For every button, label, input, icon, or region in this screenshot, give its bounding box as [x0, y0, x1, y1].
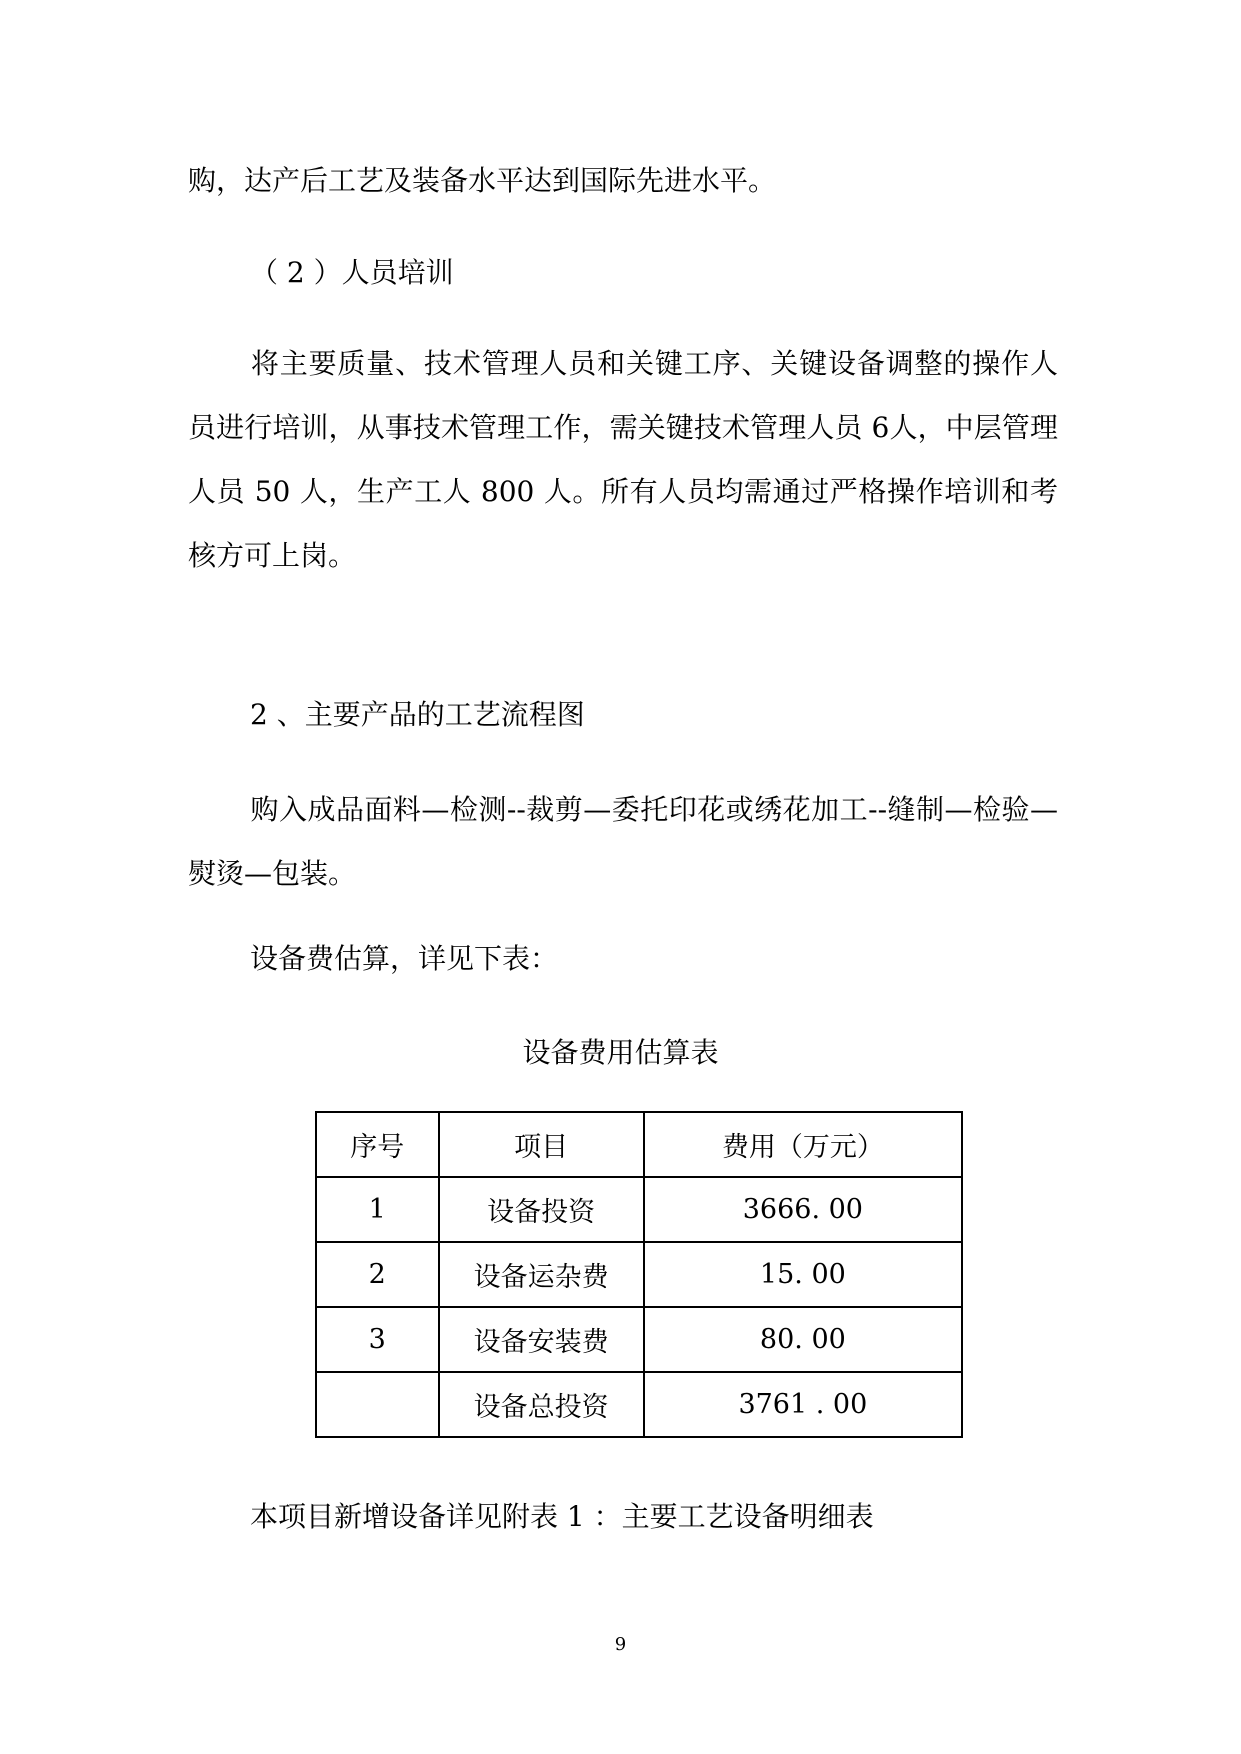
cell-item: 设备总投资 [439, 1372, 644, 1437]
cost-table [315, 1111, 963, 1438]
cell-seq: 2 [316, 1242, 439, 1307]
process-paragraph [188, 778, 1058, 906]
process-paragraph-text: 购入成品面料—检测--裁剪—委托印花或绣花加工--缝制—检验—熨烫—包装。 [188, 793, 1058, 890]
header-cell-seq: 序号 [316, 1112, 439, 1177]
training-paragraph-text: 将主要质量、技术管理人员和关键工序、关键设备调整的操作人员进行培训，从事技术管理工作，需关键技术管理人员 6人，中层管理人员 50 人，生产工人 800 人。所有人员均需通过严格操作培训和考核方可上岗。 [188, 347, 1058, 572]
cell-seq: 3 [316, 1307, 439, 1372]
table-row [316, 1307, 962, 1372]
cell-seq: 1 [316, 1177, 439, 1242]
training-paragraph [188, 332, 1058, 588]
table-row [316, 1242, 962, 1307]
table-total-row [316, 1372, 962, 1437]
cell-cost: 3761 . 00 [644, 1372, 962, 1437]
cell-item: 设备运杂费 [439, 1242, 644, 1307]
cell-cost: 3666. 00 [644, 1177, 962, 1242]
footer-note: 本项目新增设备详见附表 1 ：主要工艺设备明细表 [250, 1500, 874, 1533]
table-header-row [316, 1112, 962, 1177]
cell-cost: 80. 00 [644, 1307, 962, 1372]
continuation-text: 购，达产后工艺及装备水平达到国际先进水平。 [188, 164, 777, 197]
table-row [316, 1177, 962, 1242]
cell-cost: 15. 00 [644, 1242, 962, 1307]
table-intro-text: 设备费估算，详见下表： [250, 942, 559, 975]
header-cell-item: 项目 [439, 1112, 644, 1177]
header-cell-cost: 费用（万元） [644, 1112, 962, 1177]
table-title: 设备费用估算表 [522, 1036, 719, 1069]
cell-item: 设备安装费 [439, 1307, 644, 1372]
page-number: 9 [614, 1634, 627, 1655]
training-heading: （ 2 ）人员培训 [250, 256, 454, 289]
cell-item: 设备投资 [439, 1177, 644, 1242]
cell-seq [316, 1372, 439, 1437]
process-heading: 2 、主要产品的工艺流程图 [250, 698, 585, 731]
